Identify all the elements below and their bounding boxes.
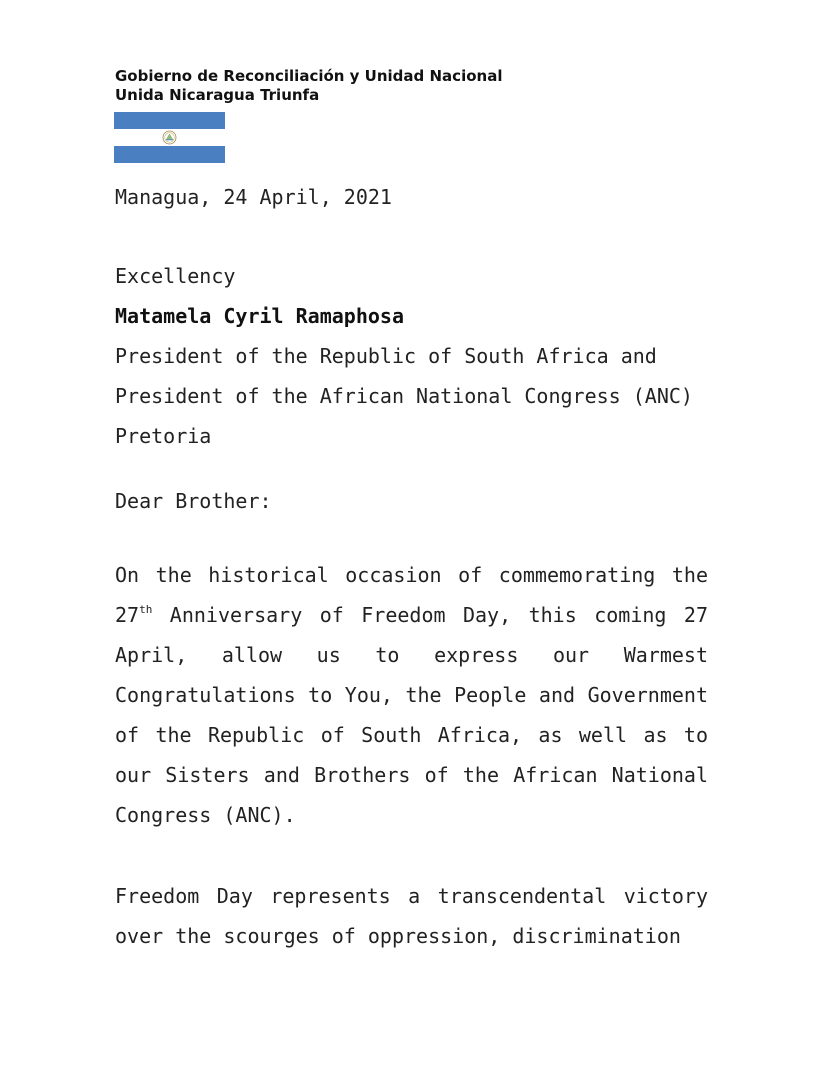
- salutation: Dear Brother:: [115, 489, 272, 513]
- addressee-name: Matamela Cyril Ramaphosa: [115, 304, 404, 328]
- addressee-honorific: Excellency: [115, 264, 236, 288]
- nicaragua-flag-icon: [114, 112, 225, 163]
- addressee-title-2: President of the African National Congress (ANC): [115, 384, 693, 408]
- letterhead-line-1: Gobierno de Reconciliación y Unidad Nacional: [115, 67, 503, 85]
- ordinal-suffix: th: [139, 603, 153, 616]
- coat-of-arms-icon: [161, 129, 178, 146]
- addressee-title-1: President of the Republic of South Africa and: [115, 344, 657, 368]
- flag-middle-band: [114, 129, 225, 146]
- letterhead: [115, 67, 502, 105]
- paragraph-1-text-a: On the historical occasion of commemorating the 27: [115, 563, 708, 627]
- addressee-city: Pretoria: [115, 424, 212, 448]
- paragraph-1-text-b: Anniversary of Freedom Day, this coming 27 April, allow us to express our Warmest Congratulations to You, the People and Government of the Republic of South Africa, as well as to our Sisters and Brothers of the African National Congress (ANC).: [115, 603, 708, 827]
- body-paragraph-1: [115, 555, 708, 835]
- letterhead-line-2: Unida Nicaragua Triunfa: [115, 86, 320, 104]
- flag-bottom-band: [114, 146, 225, 163]
- body-paragraph-2: Freedom Day represents a transcendental victory over the scourges of oppression, discrimination: [115, 884, 708, 948]
- addressee-block: [115, 256, 693, 456]
- flag-top-band: [114, 112, 225, 129]
- letter-date: Managua, 24 April, 2021: [115, 185, 392, 209]
